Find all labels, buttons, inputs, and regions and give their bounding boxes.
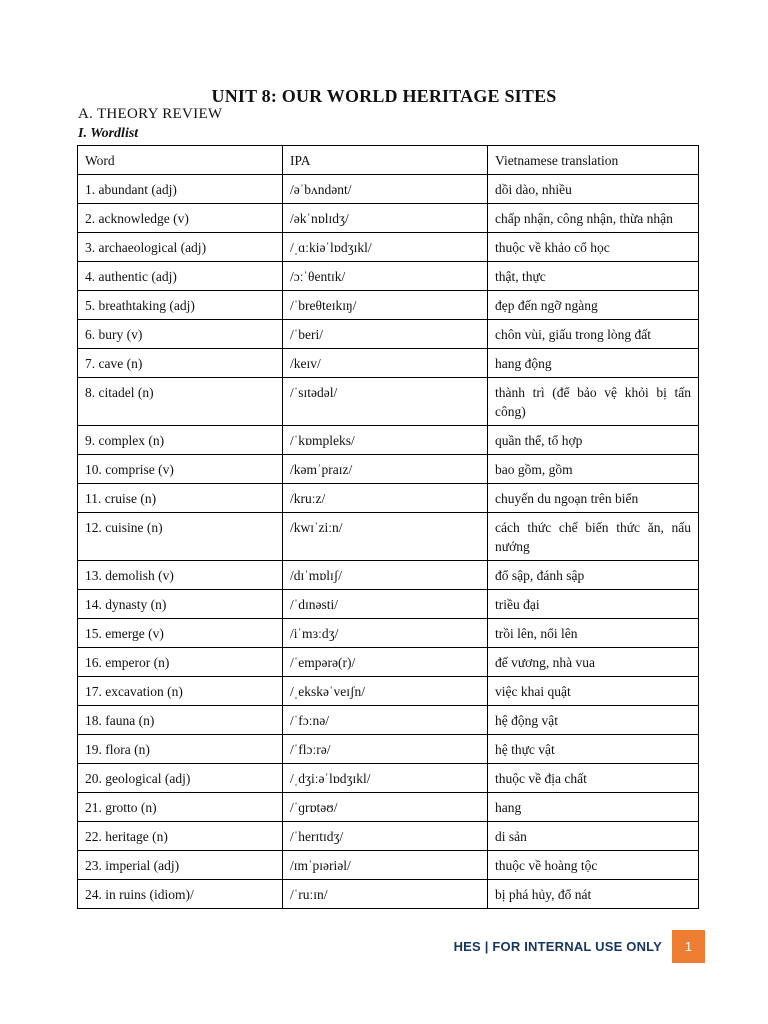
footer-text: HES | FOR INTERNAL USE ONLY xyxy=(453,939,662,954)
table-row xyxy=(78,262,699,291)
table-row xyxy=(78,233,699,262)
translation-cell: dồi dào, nhiều xyxy=(488,175,699,204)
table-row xyxy=(78,455,699,484)
word-cell: 6. bury (v) xyxy=(78,320,283,349)
table-row xyxy=(78,513,699,561)
table-row xyxy=(78,735,699,764)
translation-cell: di sản xyxy=(488,822,699,851)
table-row xyxy=(78,175,699,204)
table-row xyxy=(78,484,699,513)
word-cell: 20. geological (adj) xyxy=(78,764,283,793)
word-cell: 17. excavation (n) xyxy=(78,677,283,706)
table-row xyxy=(78,426,699,455)
word-cell: 13. demolish (v) xyxy=(78,561,283,590)
word-cell: 12. cuisine (n) xyxy=(78,513,283,561)
translation-cell: hang động xyxy=(488,349,699,378)
ipa-cell: /ˌdʒiːəˈlɒdʒɪkl/ xyxy=(283,764,488,793)
table-row xyxy=(78,291,699,320)
ipa-cell: /ˈdɪnəsti/ xyxy=(283,590,488,619)
ipa-cell: /ˈempərə(r)/ xyxy=(283,648,488,677)
translation-cell: đẹp đến ngỡ ngàng xyxy=(488,291,699,320)
ipa-cell: /dɪˈmɒlɪʃ/ xyxy=(283,561,488,590)
page-footer xyxy=(454,930,705,963)
table-row xyxy=(78,378,699,426)
wordlist-body xyxy=(78,175,699,909)
ipa-cell: /ˈflɔːrə/ xyxy=(283,735,488,764)
translation-cell: đế vương, nhà vua xyxy=(488,648,699,677)
table-header-row xyxy=(78,146,699,175)
ipa-cell: /ɪmˈpɪəriəl/ xyxy=(283,851,488,880)
ipa-cell: /ˈɡrɒtəʊ/ xyxy=(283,793,488,822)
word-cell: 15. emerge (v) xyxy=(78,619,283,648)
word-cell: 9. complex (n) xyxy=(78,426,283,455)
table-row xyxy=(78,706,699,735)
ipa-cell: /ˈberi/ xyxy=(283,320,488,349)
word-cell: 1. abundant (adj) xyxy=(78,175,283,204)
page-number: 1 xyxy=(672,930,705,963)
translation-cell: hệ thực vật xyxy=(488,735,699,764)
ipa-cell: /ˈbreθteɪkɪŋ/ xyxy=(283,291,488,320)
word-cell: 10. comprise (v) xyxy=(78,455,283,484)
translation-cell: thật, thực xyxy=(488,262,699,291)
word-cell: 22. heritage (n) xyxy=(78,822,283,851)
translation-cell: hệ động vật xyxy=(488,706,699,735)
ipa-cell: /ˈkɒmpleks/ xyxy=(283,426,488,455)
ipa-cell: /ˈruːɪn/ xyxy=(283,880,488,909)
word-cell: 23. imperial (adj) xyxy=(78,851,283,880)
translation-cell: hang xyxy=(488,793,699,822)
ipa-cell: /ˌekskəˈveɪʃn/ xyxy=(283,677,488,706)
table-row xyxy=(78,880,699,909)
table-row xyxy=(78,764,699,793)
ipa-cell: /ɔːˈθentɪk/ xyxy=(283,262,488,291)
translation-cell: việc khai quật xyxy=(488,677,699,706)
translation-cell: thuộc về hoàng tộc xyxy=(488,851,699,880)
ipa-cell: /ˈfɔːnə/ xyxy=(283,706,488,735)
table-row xyxy=(78,590,699,619)
translation-cell: thuộc về khảo cổ học xyxy=(488,233,699,262)
table-row xyxy=(78,561,699,590)
document-title: UNIT 8: OUR WORLD HERITAGE SITES xyxy=(211,86,557,106)
word-cell: 4. authentic (adj) xyxy=(78,262,283,291)
ipa-cell: /iˈmɜːdʒ/ xyxy=(283,619,488,648)
ipa-cell: /kruːz/ xyxy=(283,484,488,513)
word-cell: 3. archaeological (adj) xyxy=(78,233,283,262)
word-cell: 21. grotto (n) xyxy=(78,793,283,822)
word-cell: 2. acknowledge (v) xyxy=(78,204,283,233)
table-row xyxy=(78,851,699,880)
ipa-cell: /keɪv/ xyxy=(283,349,488,378)
ipa-cell: /əkˈnɒlɪdʒ/ xyxy=(283,204,488,233)
subsection-heading: I. Wordlist xyxy=(78,126,139,141)
table-row xyxy=(78,320,699,349)
ipa-cell: /ˈsɪtədəl/ xyxy=(283,378,488,426)
header-word: Word xyxy=(78,146,283,175)
table-row xyxy=(78,349,699,378)
header-translation: Vietnamese translation xyxy=(488,146,699,175)
word-cell: 11. cruise (n) xyxy=(78,484,283,513)
ipa-cell: /əˈbʌndənt/ xyxy=(283,175,488,204)
word-cell: 5. breathtaking (adj) xyxy=(78,291,283,320)
translation-cell: quần thể, tổ hợp xyxy=(488,426,699,455)
translation-cell: đổ sập, đánh sập xyxy=(488,561,699,590)
word-cell: 19. flora (n) xyxy=(78,735,283,764)
word-cell: 8. citadel (n) xyxy=(78,378,283,426)
word-cell: 14. dynasty (n) xyxy=(78,590,283,619)
table-row xyxy=(78,648,699,677)
translation-cell: chuyến du ngoạn trên biển xyxy=(488,484,699,513)
word-cell: 16. emperor (n) xyxy=(78,648,283,677)
translation-cell: thuộc về địa chất xyxy=(488,764,699,793)
wordlist-table xyxy=(77,145,699,909)
table-row xyxy=(78,793,699,822)
ipa-cell: /kəmˈpraɪz/ xyxy=(283,455,488,484)
translation-cell: chấp nhận, công nhận, thừa nhận xyxy=(488,204,699,233)
table-row xyxy=(78,204,699,233)
table-row xyxy=(78,822,699,851)
translation-cell: trồi lên, nổi lên xyxy=(488,619,699,648)
ipa-cell: /ˌɑːkiəˈlɒdʒɪkl/ xyxy=(283,233,488,262)
translation-cell: triều đại xyxy=(488,590,699,619)
translation-cell: bao gồm, gồm xyxy=(488,455,699,484)
word-cell: 24. in ruins (idiom)/ xyxy=(78,880,283,909)
word-cell: 18. fauna (n) xyxy=(78,706,283,735)
translation-cell: cách thức chế biến thức ăn, nấu nướng xyxy=(488,513,699,561)
word-cell: 7. cave (n) xyxy=(78,349,283,378)
section-heading: A. THEORY REVIEW xyxy=(78,106,223,122)
ipa-cell: /kwɪˈziːn/ xyxy=(283,513,488,561)
translation-cell: chôn vùi, giấu trong lòng đất xyxy=(488,320,699,349)
ipa-cell: /ˈherɪtɪdʒ/ xyxy=(283,822,488,851)
table-row xyxy=(78,619,699,648)
translation-cell: bị phá hủy, đổ nát xyxy=(488,880,699,909)
table-row xyxy=(78,677,699,706)
translation-cell: thành trì (để bảo vệ khỏi bị tấn công) xyxy=(488,378,699,426)
header-ipa: IPA xyxy=(283,146,488,175)
